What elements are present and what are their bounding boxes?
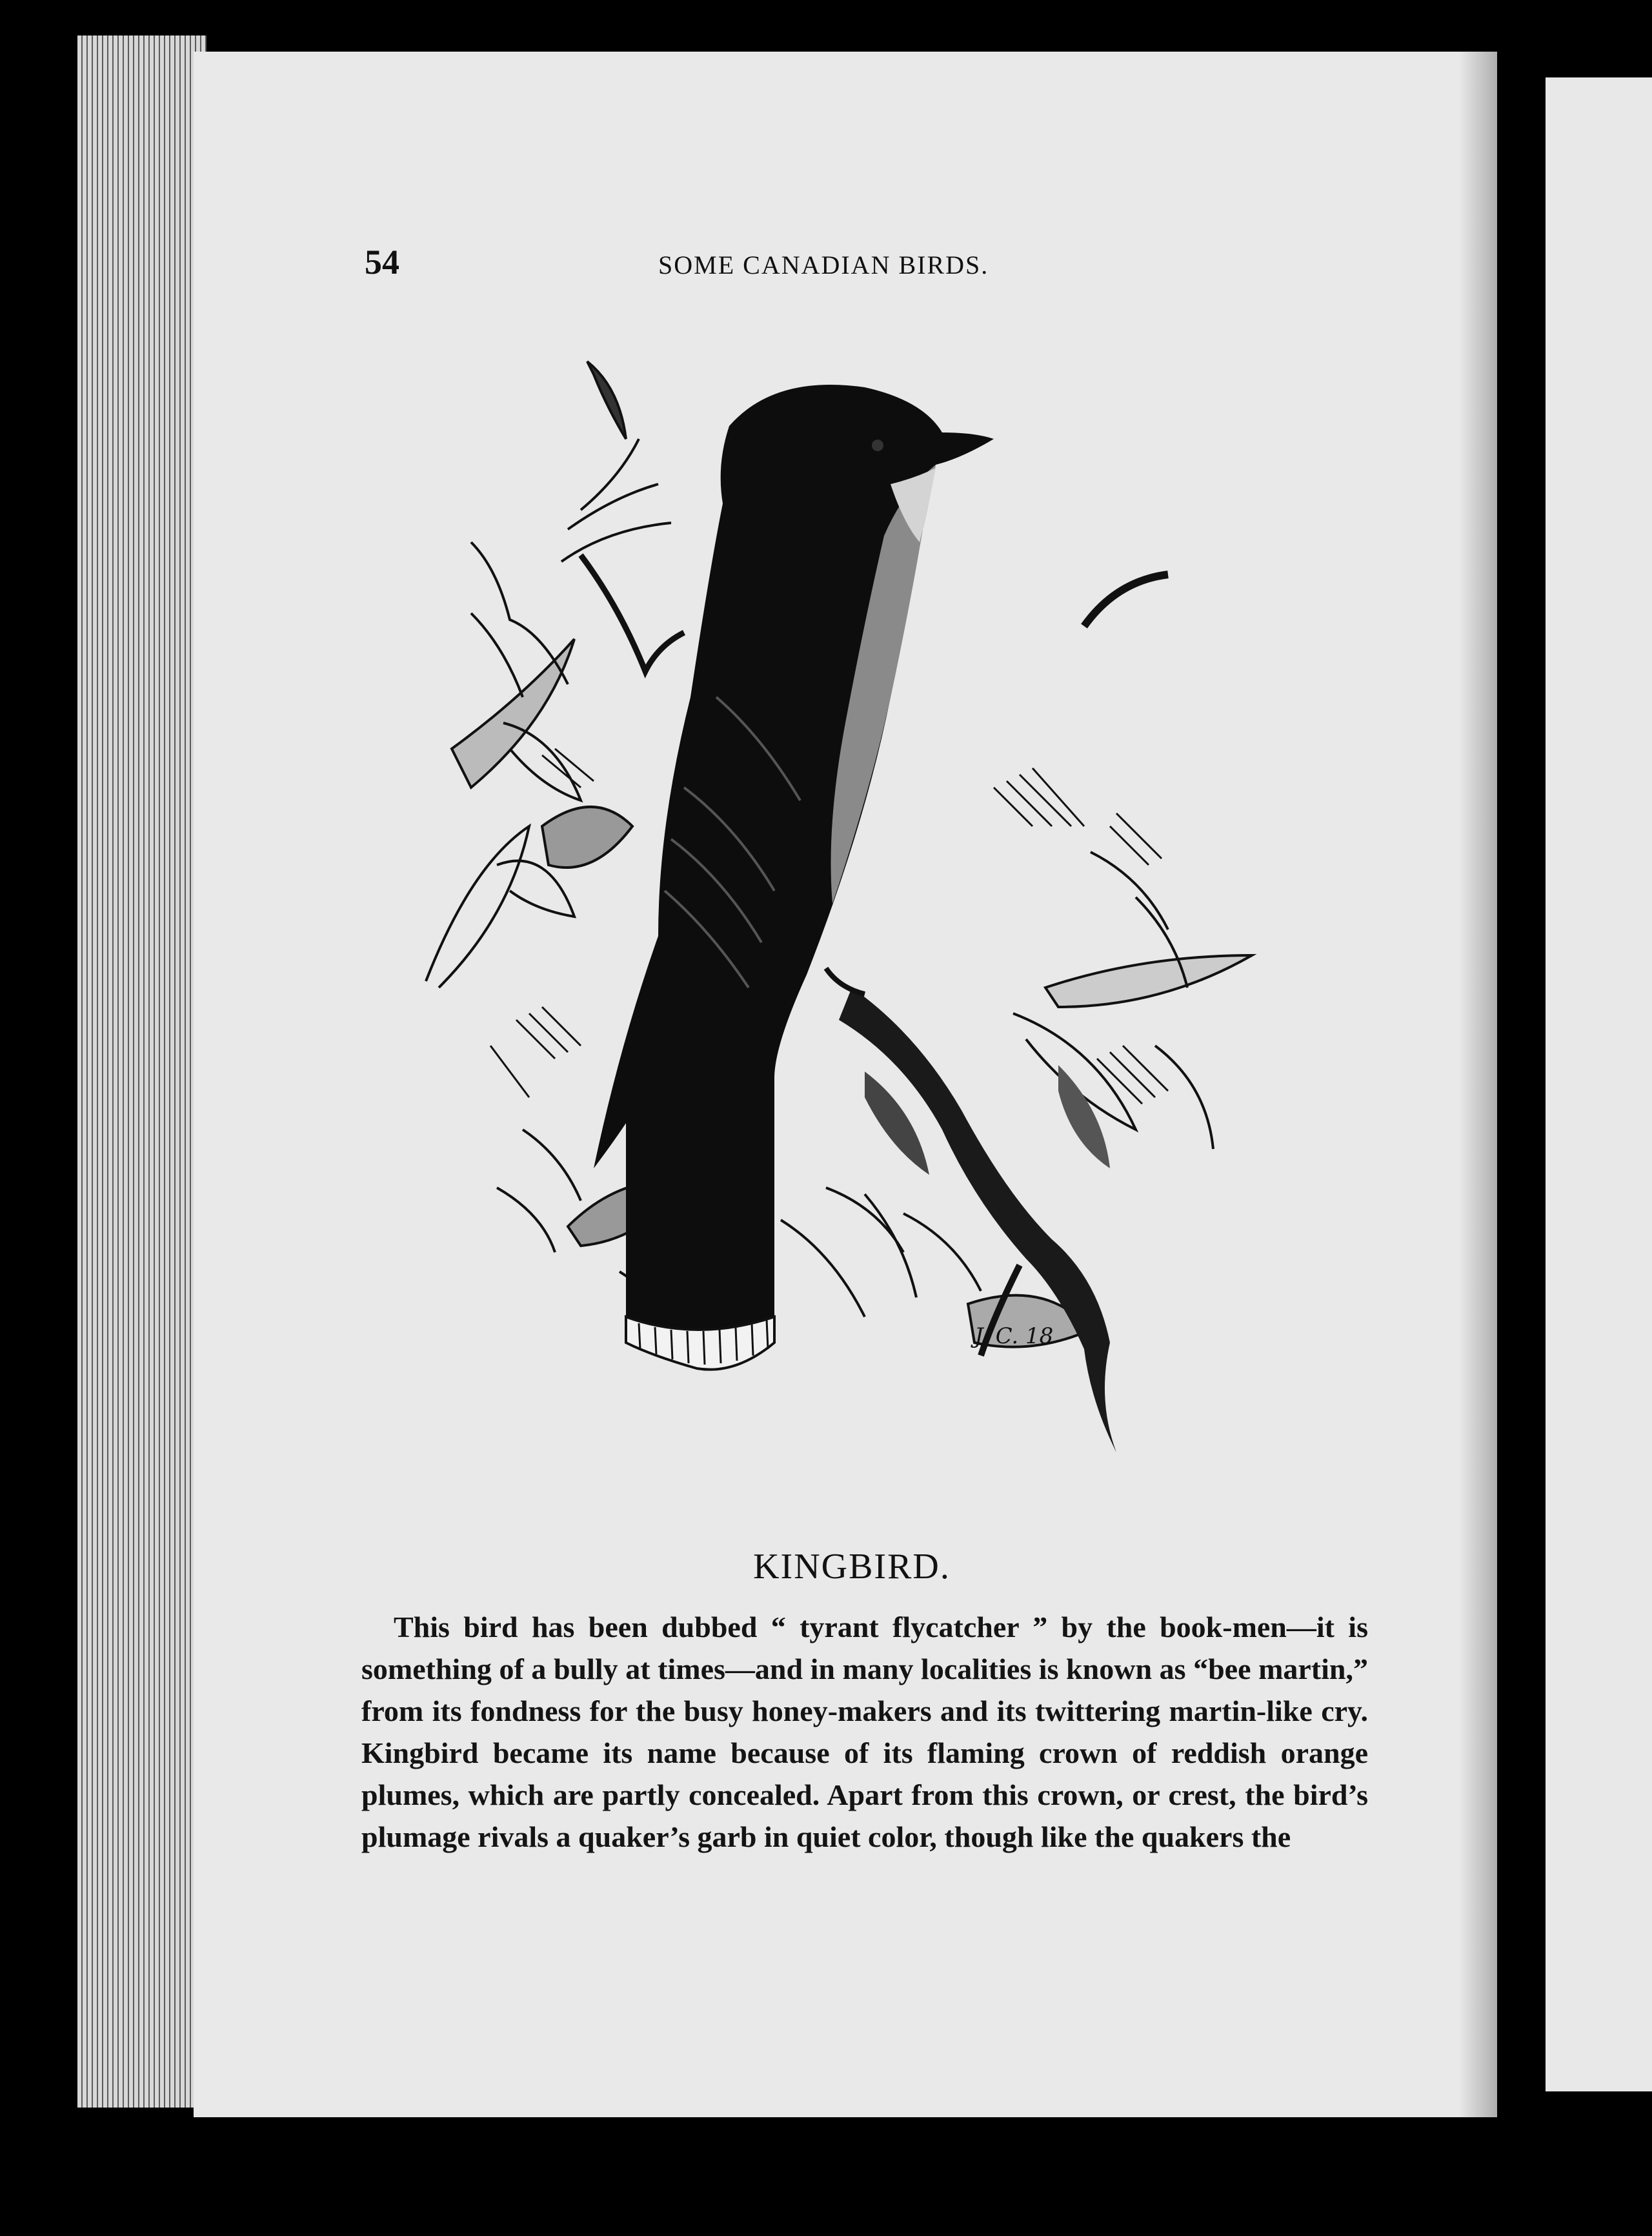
- running-head: [365, 242, 1074, 287]
- running-title: SOME CANADIAN BIRDS.: [658, 250, 989, 280]
- section-title: KINGBIRD.: [753, 1547, 951, 1587]
- twig-right: [1084, 574, 1168, 626]
- page-number: 54: [365, 243, 399, 281]
- engraver-signature: J. C. 18: [974, 1323, 1054, 1349]
- bird-silhouette: [594, 385, 994, 1370]
- twig-upper: [581, 555, 684, 671]
- leaf: [1058, 1065, 1110, 1168]
- bird-eye: [872, 440, 883, 451]
- next-page-edge: [1546, 77, 1652, 2091]
- page-gutter-shadow: [1458, 52, 1497, 2117]
- page-edges: [77, 36, 206, 2108]
- body-paragraph: This bird has been dubbed “ tyrant flycatcher ” by the book-men—it is something of a bully at times—and in many localities is known as “bee martin,” from its fondness for the busy honey-makers and its twittering martin-like cry. Kingbird became its name because of its flaming crown of reddish orange plumes, which are partly concealed. Apart from this crown, or crest, the bird’s plumage rivals a quaker’s garb in quiet color, though like the quakers the: [361, 1611, 1368, 1853]
- bird-foot: [826, 968, 865, 994]
- branch: [839, 988, 1116, 1452]
- kingbird-illustration: [413, 336, 1278, 1523]
